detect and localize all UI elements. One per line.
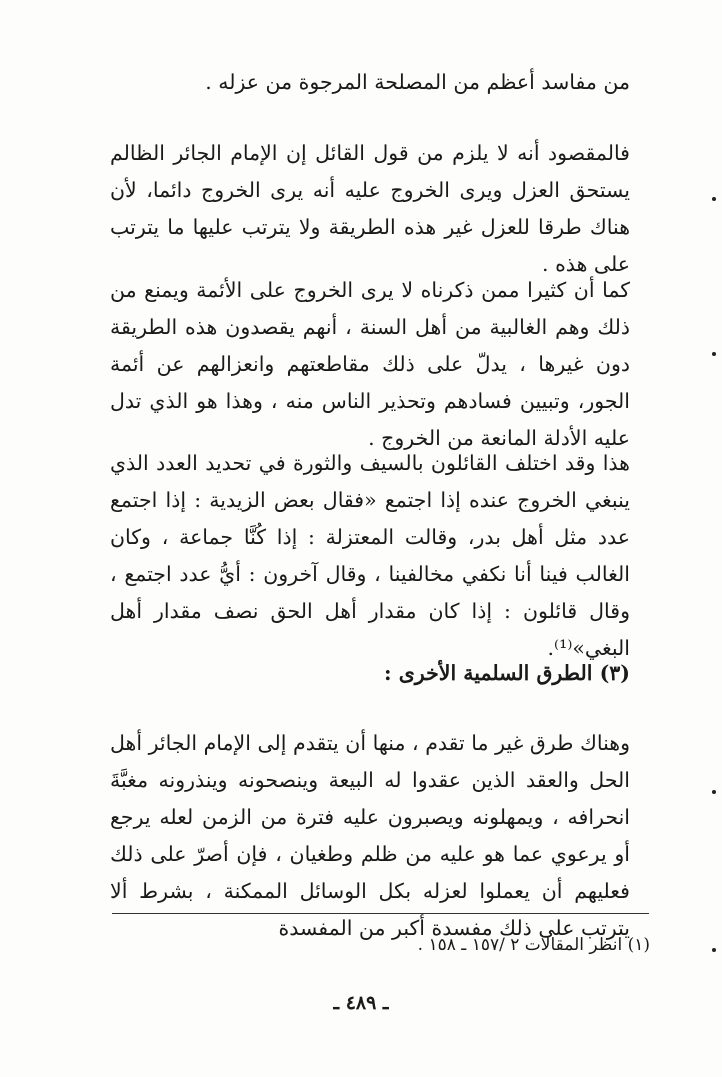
paragraph-block <box>110 445 630 667</box>
margin-mark <box>712 352 716 356</box>
paragraph-continuation <box>110 64 630 101</box>
footnote-separator <box>112 913 649 914</box>
paragraph-block <box>110 272 630 457</box>
paragraph-3: كما أن كثيرا ممن ذكرناه لا يرى الخروج على الأئمة ويمنع من ذلك وهم الغالبية من أهل السنة ، أنهم يقصدون هذه الطريقة دون غيرها ، يدلّ على ذلك مقاطعتهم وانعزالهم عن أئمة الجور، وتبيين فسادهم وتحذير الناس منه ، وهذا هو الذي تدل عليه الأدلة المانعة من الخروج . <box>110 278 630 450</box>
paragraph-block <box>110 135 630 283</box>
paragraph-1: من مفاسد أعظم من المصلحة المرجوة من عزله . <box>205 70 630 94</box>
section-heading-text: (٣) الطرق السلمية الأخرى : <box>384 661 630 685</box>
paragraph-2: فالمقصود أنه لا يلزم من قول القائل إن الإمام الجائر الظالم يستحق العزل ويرى الخروج عليه أنه يرى الخروج دائما، لأن هناك طرقا للعزل غير هذه الطريقة ولا يترتب عليها ما يترتب على هذه . <box>110 141 630 276</box>
paragraph-4: هذا وقد اختلف القائلون بالسيف والثورة في تحديد العدد الذي ينبغي الخروج عنده إذا اجتمع «فقال بعض الزيدية : إذا اجتمع عدد مثل أهل بدر، وقالت المعتزلة : إذا كُنَّا جماعة ، وكان الغالب فينا أنا نكفي مخالفينا ، وقال آخرون : أيُّ عدد اجتمع ، وقال قائلون : إذا كان مقدار أهل الحق نصف مقدار أهل البغي»⁽¹⁾. <box>110 451 630 660</box>
page-number: ـ ٤٨٩ ـ <box>333 992 389 1014</box>
margin-mark <box>712 948 716 952</box>
section-heading <box>110 655 630 692</box>
paragraph-5: وهناك طرق غير ما تقدم ، منها أن يتقدم إلى الإمام الجائر أهل الحل والعقد الذين عقدوا له البيعة وينصحونه وينذرونه مغبَّةَ انحرافه ، ويمهلونه ويصبرون عليه فترة من الزمن لعله يرجع أو يرعوي عما هو عليه من ظلم وطغيان ، فإن أصرّ على ذلك فعليهم أن يعملوا لعزله بكل الوسائل الممكنة ، بشرط ألا يترتب على ذلك مفسدة أكبر من المفسدة <box>110 731 630 940</box>
margin-mark <box>712 197 716 201</box>
margin-mark <box>712 790 716 794</box>
footnote: (١) انظر المقالات ٢ /١٥٧ ـ ١٥٨ . <box>417 935 650 955</box>
